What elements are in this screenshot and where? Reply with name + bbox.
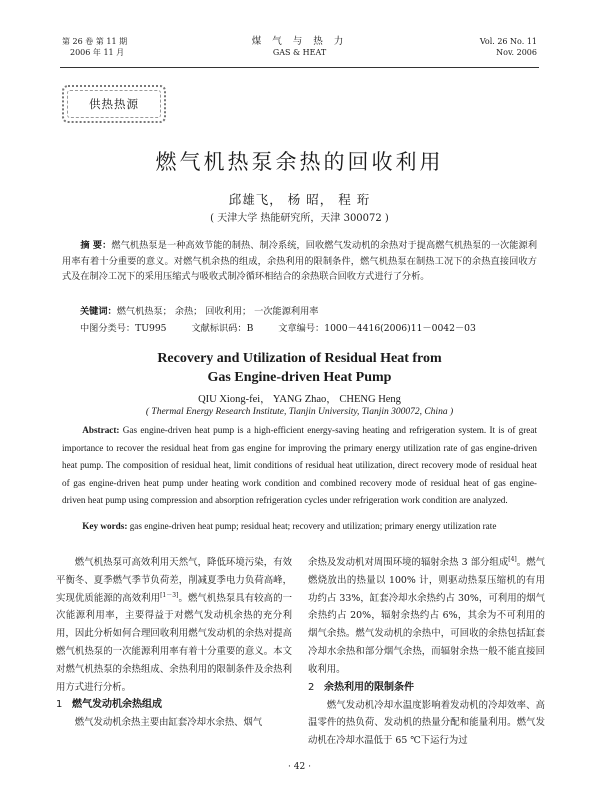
- authors-en: QIU Xiong-fei， YANG Zhao， CHENG Heng: [198, 394, 401, 405]
- section-1-heading: [56, 696, 292, 714]
- page-number: · 42 ·: [288, 762, 311, 772]
- intro-paragraph: [56, 554, 292, 696]
- abstract-zh-text: 燃气机热泵是一种高效节能的制热、制冷系统，回收燃气发动机的余热对于提高燃气机热泵的一次能源利用率有着十分重要的意义。对燃气机余热的组成，余热利用的限制条件，燃气机热泵在制热工况下的余热直接回收方式及在制冷工况下的采用压缩式与吸收式制冷循环相结合的余热联合回收方式进行了分析。: [62, 240, 538, 283]
- column-badge-label: 供热热源: [67, 90, 161, 118]
- section-2-number: 2: [308, 681, 315, 693]
- abstract-en-text: Gas engine-driven heat pump is a high-efficient energy-saving heating and refrigeration system. It is of great importance to recover the residual heat from gas engine for improving the primary energy utilization rate of gas engine-driven heat pump. The composition of residual heat, limit conditions of residual heat utilization, direct recovery mode of residual heat of gas engine-driven heat pump under heating work condition and combined recovery mode of residual heat of gas engine-driven heat pump using compression and absorption refrigeration cycles under refrigeration work condition are analyzed.: [62, 425, 538, 505]
- article-title-en-line1: Recovery and Utilization of Residual Heat from: [157, 351, 442, 366]
- affiliation-zh: ( 天津大学 热能研究所，天津 300072 ): [210, 213, 389, 224]
- publication-date-en: Nov. 2006: [496, 48, 537, 57]
- article-title-en-line2: Gas Engine-driven Heat Pump: [207, 370, 392, 385]
- section-2-heading: [308, 679, 545, 697]
- abstract-en: [62, 422, 537, 510]
- section-1-cont-text-b: 。燃气燃烧放出的热量以 100% 计，则驱动热泵压缩机的有用功约占 33%，缸套冷却水余热约占 30%，可利用的烟气余热约占 20%，辐射余热约占 6%，其余为不可利用的烟气余热。燃气发动机的余热中，可回收的余热包括缸套冷却水余热和部分烟气余热，而辐射余热一般不能直接回收利用。: [308, 557, 545, 675]
- intro-text-b: 。燃气机热泵具有较高的一次能源利用率，主要得益于对燃气发动机余热的充分利用，因此分析如何合理回收利用燃气发动机的余热对提高燃气机热泵的一次能源利用率有着十分重要的意义。本文对燃气机热泵的余热组成、余热利用的限制条件及余热利用方式进行分析。: [56, 592, 292, 693]
- article-number: 文章编号：1000－4416(2006)11－0042－03: [278, 323, 476, 334]
- keywords-zh: [80, 303, 318, 317]
- journal-name-zh: 煤 气 与 热 力: [251, 36, 348, 47]
- volume-issue-en: Vol. 26 No. 11: [479, 37, 537, 46]
- article-title-zh: 燃气机热泵余热的回收利用: [155, 150, 444, 174]
- abstract-zh-label: 摘 要：: [80, 240, 112, 251]
- section-1-cont-text-a: 余热及发动机对周围环境的辐射余热 3 部分组成: [308, 557, 509, 568]
- running-header-right: [480, 36, 537, 58]
- volume-issue: 第 26 卷 第 11 期: [62, 37, 128, 46]
- keywords-en-text: gas engine-driven heat pump; residual heat; recovery and utilization; primary energy utilization rate: [129, 521, 497, 531]
- keywords-zh-label: 关键词：: [80, 306, 117, 317]
- header-rule: [60, 67, 539, 68]
- section-2-paragraph: 燃气发动机冷却水温度影响着发动机的冷却效率、高温零件的热负荷、发动机的热量分配和能量利用。燃气发动机在冷却水温低于 65 ℃下运行为过: [308, 699, 545, 747]
- body-column-right: [308, 554, 545, 750]
- journal-name-en: GAS & HEAT: [272, 48, 327, 57]
- keywords-en: [62, 518, 537, 536]
- section-1-continued: [308, 554, 545, 679]
- affiliation-en: [0, 407, 599, 417]
- abstract-en-label: Abstract:: [82, 425, 120, 435]
- affiliation-en-text: ( Thermal Energy Research Institute, Tianjin University, Tianjin 300072, China ): [145, 407, 454, 417]
- publication-date-zh: 2006 年 11 月: [70, 48, 125, 57]
- section-1-title: 燃气发动机余热组成: [72, 699, 162, 711]
- clc-number: 中图分类号：TU995: [80, 323, 167, 334]
- section-1-number: 1: [56, 699, 63, 711]
- body-column-left: [56, 554, 292, 732]
- classification-zh: [80, 320, 498, 334]
- column-badge: [62, 85, 166, 123]
- section-1-citation: [4]: [508, 555, 517, 563]
- intro-citation: [1－3]: [160, 591, 179, 599]
- section-1-paragraph: 燃气发动机余热主要由缸套冷却水余热、烟气: [74, 717, 263, 729]
- abstract-zh: [62, 238, 537, 285]
- intro-text-a: 燃气机热泵可高效利用天然气，降低环境污染，有效平衡冬、夏季燃气季节负荷差，削减夏季电力负荷高峰，实现优质能源的高效利用: [56, 557, 292, 604]
- authors-zh: 邱雄飞， 杨 昭， 程 珩: [228, 192, 371, 207]
- article-title-en: [0, 349, 599, 387]
- document-code: 文献标识码：B: [191, 323, 254, 334]
- keywords-en-label: Key words:: [82, 521, 128, 531]
- keywords-zh-text: 燃气机热泵； 余热； 回收利用； 一次能源利用率: [116, 306, 319, 317]
- section-2-title: 余热利用的限制条件: [324, 681, 414, 693]
